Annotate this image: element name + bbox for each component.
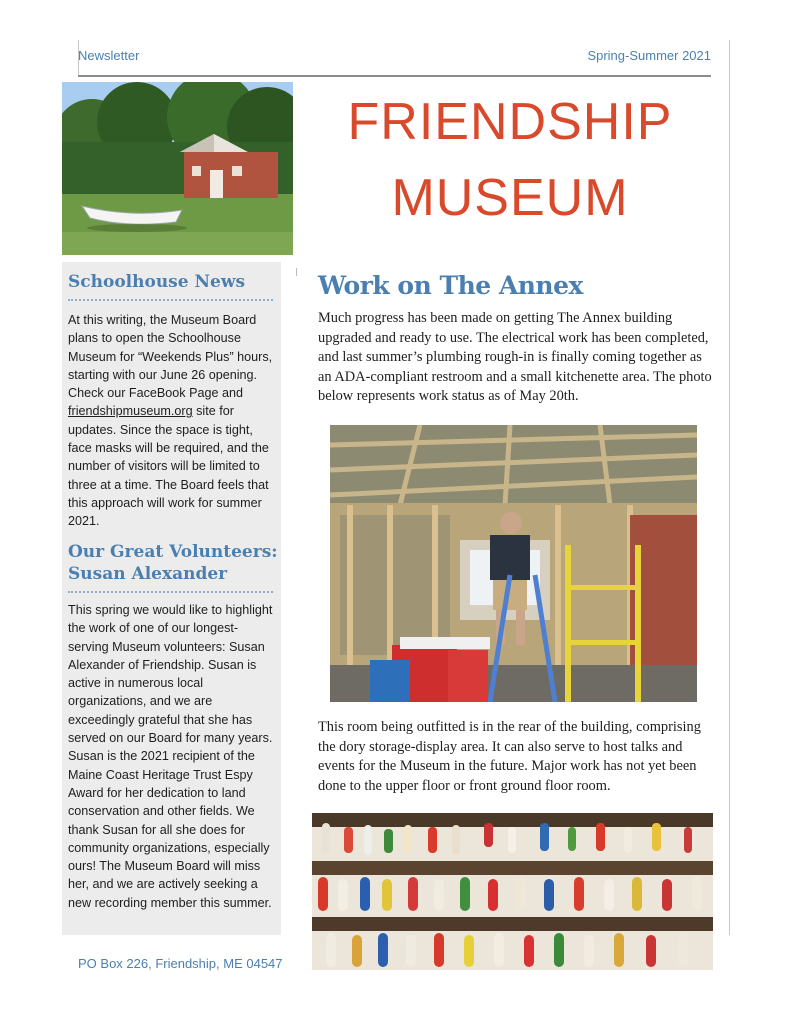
website-link[interactable]: friendshipmuseum.org [68,404,193,419]
volunteers-heading-line1: Our Great Volunteers: [68,542,278,562]
masthead-line-2: MUSEUM [391,169,629,227]
buoys-display-photo [312,813,713,970]
footer-address: PO Box 226, Friendship, ME 04547 [78,956,283,971]
annex-construction-photo [330,425,697,702]
right-margin-line [729,40,730,935]
column-divider [296,268,297,276]
schoolhouse-news-heading: Schoolhouse News [68,272,246,292]
annex-paragraph-1: Much progress has been made on getting The Annex building upgraded and ready to use. The electrical work has been completed, and last summer’s plumbing rough-in is finally coming together as an ADA-compliant restroom and a small kitchenette area. The photo below represents work status as of May 20th. [318,310,712,405]
issue-date: Spring-Summer 2021 [587,48,711,63]
schoolhouse-photo [62,82,293,255]
newsletter-label: Newsletter [78,48,140,63]
masthead-line-1: FRIENDSHIP [347,93,673,151]
section-title: Work on The Annex [318,271,583,300]
schoolhouse-news-text [68,311,278,531]
annex-paragraph-2: This room being outfitted is in the rear of the building, comprising the dory storage-display area. It can also serve to host talks and events for the Museum in the future. Major work has not yet been done to the upper floor or front ground floor room. [318,719,701,794]
schoolhouse-text-part1: At this writing, the Museum Board plans to open the Schoolhouse Museum for “Weekends Plus” hours, starting with our June 26 opening. Check our FaceBook Page and [68,313,273,401]
sidebar-divider [68,299,273,301]
volunteers-heading-line2: Susan Alexander [68,564,228,584]
sidebar-divider [68,591,273,593]
volunteers-text: This spring we would like to highlight the work of one of our longest-serving Museum volunteers: Susan Alexander of Friendship. Susan is active in numerous local organizations, and we are exceedingly grateful that she has served on our Board for many years. Susan is the 2021 recipient of the Maine Coast Heritage Trust Espy Award for her dedication to land conservation and other fields. We thank Susan for all she does for community organizations, especially ours! The Museum Board will miss her, and we are actively seeking a new recording member this summer. [68,603,273,910]
schoolhouse-text-part2: site for updates. Since the space is tight, face masks will be required, and the number of visitors will be limited to three at a time. The Board feels that this approach will work for summer 2021. [68,404,269,529]
header-rule [78,75,711,77]
sidebar [62,262,281,935]
